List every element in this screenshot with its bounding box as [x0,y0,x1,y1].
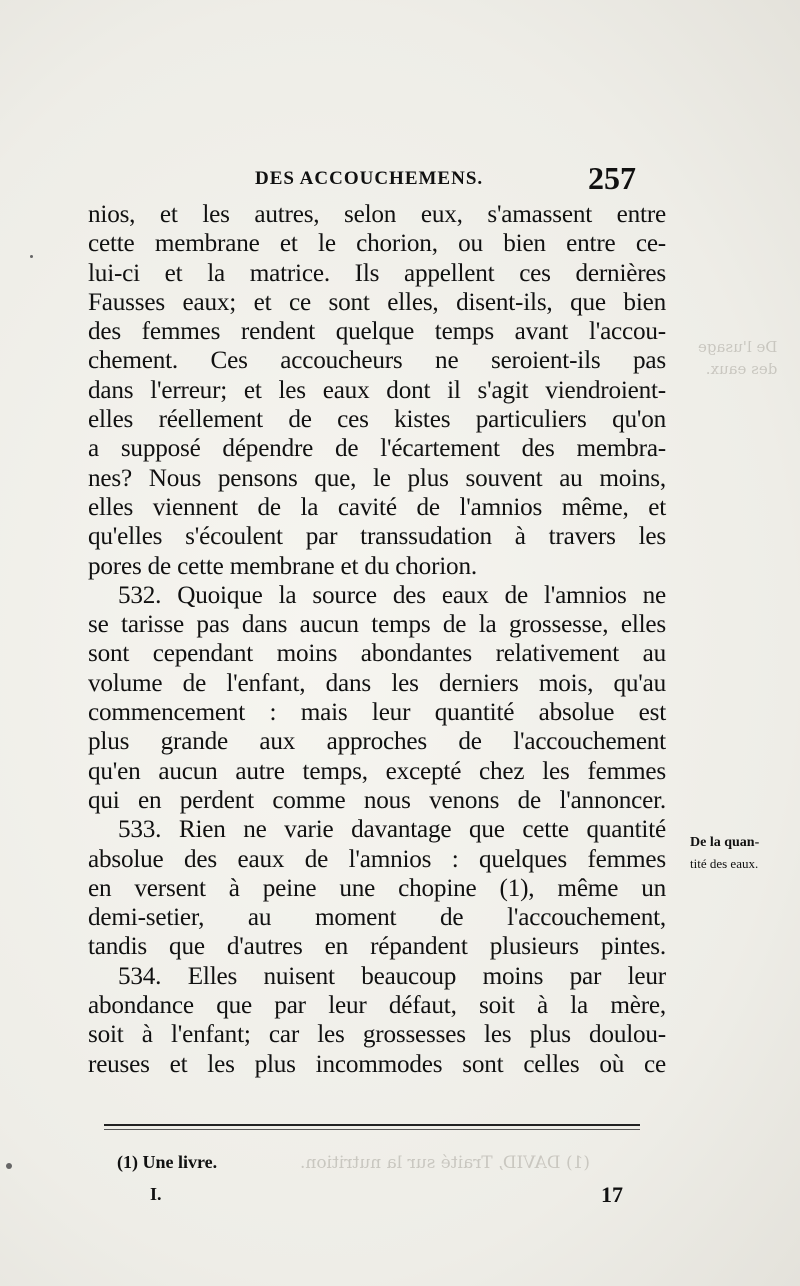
paragraph-532-start: 532. Quoique la source des eaux de l'amnios ne [118,581,666,609]
running-title: DES ACCOUCHEMENS. [255,168,484,189]
page-number: 257 [588,160,636,196]
text-line: qui en perdent comme nous venons de l'annoncer. [88,786,666,814]
text-line: soit à l'enfant; car les grossesses les plus doulou- [88,1021,666,1049]
text-line: qu'elles s'écoulent par transsudation à travers les [88,523,666,551]
text-line: Fausses eaux; et ce sont elles, disent-ils, que bien [88,288,666,316]
text-line: tandis que d'autres en répandent plusieurs pintes. [88,933,666,961]
ink-speck [30,255,33,258]
margin-note-line: tité des eaux. [690,856,759,871]
text-line: nes? Nous pensons que, le plus souvent au moins, [88,464,666,492]
show-through-line: (1) DAVID, Traité sur la nutrition. [300,1153,591,1173]
text-line: lui-ci et la matrice. Ils appellent ces dernières [88,259,666,287]
text-line: demi-setier, au moment de l'accouchement, [88,904,666,932]
text-line: en versent à peine une chopine (1), même un [88,874,666,902]
text-line: se tarisse pas dans aucun temps de la grossesse, elles [88,611,666,639]
paragraph-534-start: 534. Elles nuisent beaucoup moins par leur [118,962,666,990]
main-text [88,200,666,1079]
footnote-rule-thin [104,1129,640,1130]
signature-mark-left: I. [150,1184,162,1204]
text-line: elles réellement de ces kistes particuliers qu'on [88,406,666,434]
show-through-note-a [698,336,777,380]
footnote-rule [104,1124,640,1126]
text-line: reuses et les plus incommodes sont celles où ce [88,1050,666,1078]
text-line: dans l'erreur; et les eaux dont il s'agit viendroient- [88,376,666,404]
text-line: sont cependant moins abondantes relativement au [88,640,666,668]
show-through-line: De l'usage [698,338,778,356]
signature-mark-right: 17 [601,1182,623,1207]
text-line: a supposé dépendre de l'écartement des membra- [88,435,666,463]
text-line: absolue des eaux de l'amnios : quelques femmes [88,845,666,873]
paragraph-533-start: 533. Rien ne varie davantage que cette quantité [118,816,666,844]
text-line: commencement : mais leur quantité absolue est [88,699,666,727]
text-line: pores de cette membrane et du chorion. [88,552,477,580]
text-line: cette membrane et le chorion, ou bien entre ce- [88,230,666,258]
ink-speck [6,1163,12,1169]
text-line: nios, et les autres, selon eux, s'amassent entre [88,201,666,228]
footnote: (1) Une livre. [117,1152,218,1172]
margin-note-line: De la quan- [690,835,760,850]
text-line: chement. Ces accoucheurs ne seroient-ils pas [88,347,666,375]
text-line: qu'en aucun autre temps, excepté chez les femmes [88,757,666,785]
text-line: elles viennent de la cavité de l'amnios même, et [88,493,666,521]
margin-note [690,832,800,874]
text-line: des femmes rendent quelque temps avant l'accou- [88,318,666,346]
text-line: volume de l'enfant, dans les derniers mois, qu'au [88,669,666,697]
show-through-footnote [300,1152,590,1174]
show-through-line: des eaux. [705,360,778,378]
text-line: plus grande aux approches de l'accouchement [88,728,666,756]
text-line: abondance que par leur défaut, soit à la mère, [88,992,666,1020]
